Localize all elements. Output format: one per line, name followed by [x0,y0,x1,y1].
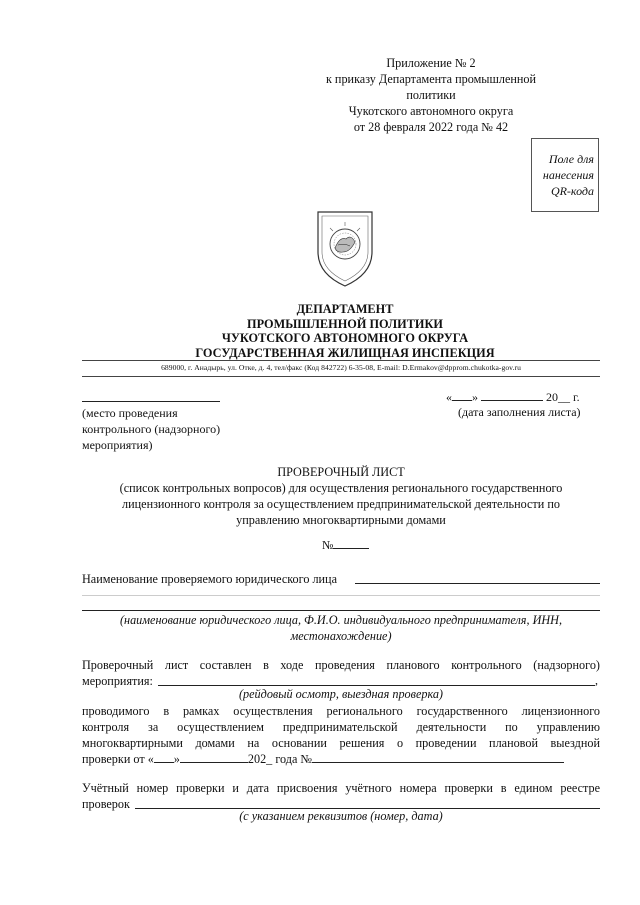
appendix-region: Чукотского автономного округа [348,104,514,118]
date-close-quote: » [472,390,478,404]
place-field-line[interactable] [82,401,220,402]
appendix-number: Приложение № 2 [386,56,476,70]
composed-event-label: мероприятия: [82,674,153,688]
entity-name-field-line[interactable] [355,583,600,584]
department-address: 689000, г. Анадырь, ул. Отке, д. 4, тел/факс (Код 842722) 6-35-08, E-mail: D.Ermakov@dpprom.chukotka-gov.ru [161,363,521,372]
department-region: ЧУКОТСКОГО АВТОНОМНОГО ОКРУГА [221,331,469,345]
registry-label: проверок [82,797,130,811]
place-caption-3: мероприятия) [82,438,153,452]
event-comma: , [595,673,598,687]
place-caption-2: контрольного (надзорного) [82,422,221,436]
entity-caption-2: местонахождение) [290,629,392,643]
checklist-subtitle-1: (список контрольных вопросов) для осуществления регионального государственного [119,481,563,495]
entity-name-field-line-2[interactable] [82,595,600,596]
date-caption: (дата заполнения листа) [458,405,581,419]
decision-number-line[interactable] [312,762,564,763]
date-day-line[interactable] [452,400,472,401]
number-field-line[interactable] [333,548,369,549]
place-caption [82,405,220,453]
decision-month-line[interactable] [180,762,248,763]
department-header [90,302,600,360]
date-field[interactable] [446,390,580,405]
decision-day-line[interactable] [154,762,174,763]
coat-of-arms-icon [310,208,380,288]
date-open-quote: « [446,390,452,404]
composed-line-4: контроля за осуществлением предпринимательской деятельности по управлению [82,720,600,734]
appendix-order-ref: к приказу Департамента промышленной политики [325,72,537,102]
date-month-line[interactable] [481,400,543,401]
checklist-subtitle-2: лицензионного контроля за осуществлением предпринимательской деятельности по [122,497,560,511]
address-divider [82,376,600,377]
registry-caption: (с указанием реквизитов (номер, дата) [239,809,443,823]
composed-line-3: проводимого в рамках осуществления регионального государственного лицензионного [82,704,600,718]
decision-prefix: проверки от « [82,752,154,766]
department-subtitle: ПРОМЫШЛЕННОЙ ПОЛИТИКИ [247,316,443,331]
entity-name-field-line-3[interactable] [82,610,600,611]
appendix-order-date: от 28 февраля 2022 года № 42 [353,120,509,134]
number-label: № [322,538,334,552]
decision-row [82,751,600,767]
qr-field-label-1: Поле для [548,152,594,166]
department-title: ДЕПАРТАМЕНТ [296,302,394,316]
decision-close-quote: » [173,752,180,766]
place-caption-1: (место проведения [82,406,178,420]
composed-line-1: Проверочный лист составлен в ходе проведения планового контрольного (надзорного) [82,658,600,672]
qr-code-field [531,138,599,212]
qr-field-label-2: нанесения [542,168,594,182]
checklist-number [322,538,369,553]
entity-name-label: Наименование проверяемого юридического лица [82,572,337,586]
qr-field-label-3: QR-кода [550,184,594,198]
inspection-name: ГОСУДАРСТВЕННАЯ ЖИЛИЩНАЯ ИНСПЕКЦИЯ [195,345,495,360]
composed-line-5: многоквартирными домами на основании решения о проведении плановой выездной [82,736,600,750]
checklist-subtitle-3: управлению многоквартирными домами [236,513,446,527]
date-year: 20__ г. [546,390,580,404]
registry-line-1: Учётный номер проверки и дата присвоения учётного номера проверки в едином реестре [82,781,600,795]
event-type-caption: (рейдовый осмотр, выездная проверка) [239,687,443,701]
checklist-heading [82,464,600,528]
entity-name-row [82,571,600,587]
checklist-title: ПРОВЕРОЧНЫЙ ЛИСТ [277,465,405,479]
entity-caption [82,612,600,644]
decision-year: 202_ года № [247,752,313,766]
appendix-header [300,55,562,135]
entity-caption-1: (наименование юридического лица, Ф.И.О. индивидуального предпринимателя, ИНН, [119,613,563,627]
header-divider [82,360,600,361]
